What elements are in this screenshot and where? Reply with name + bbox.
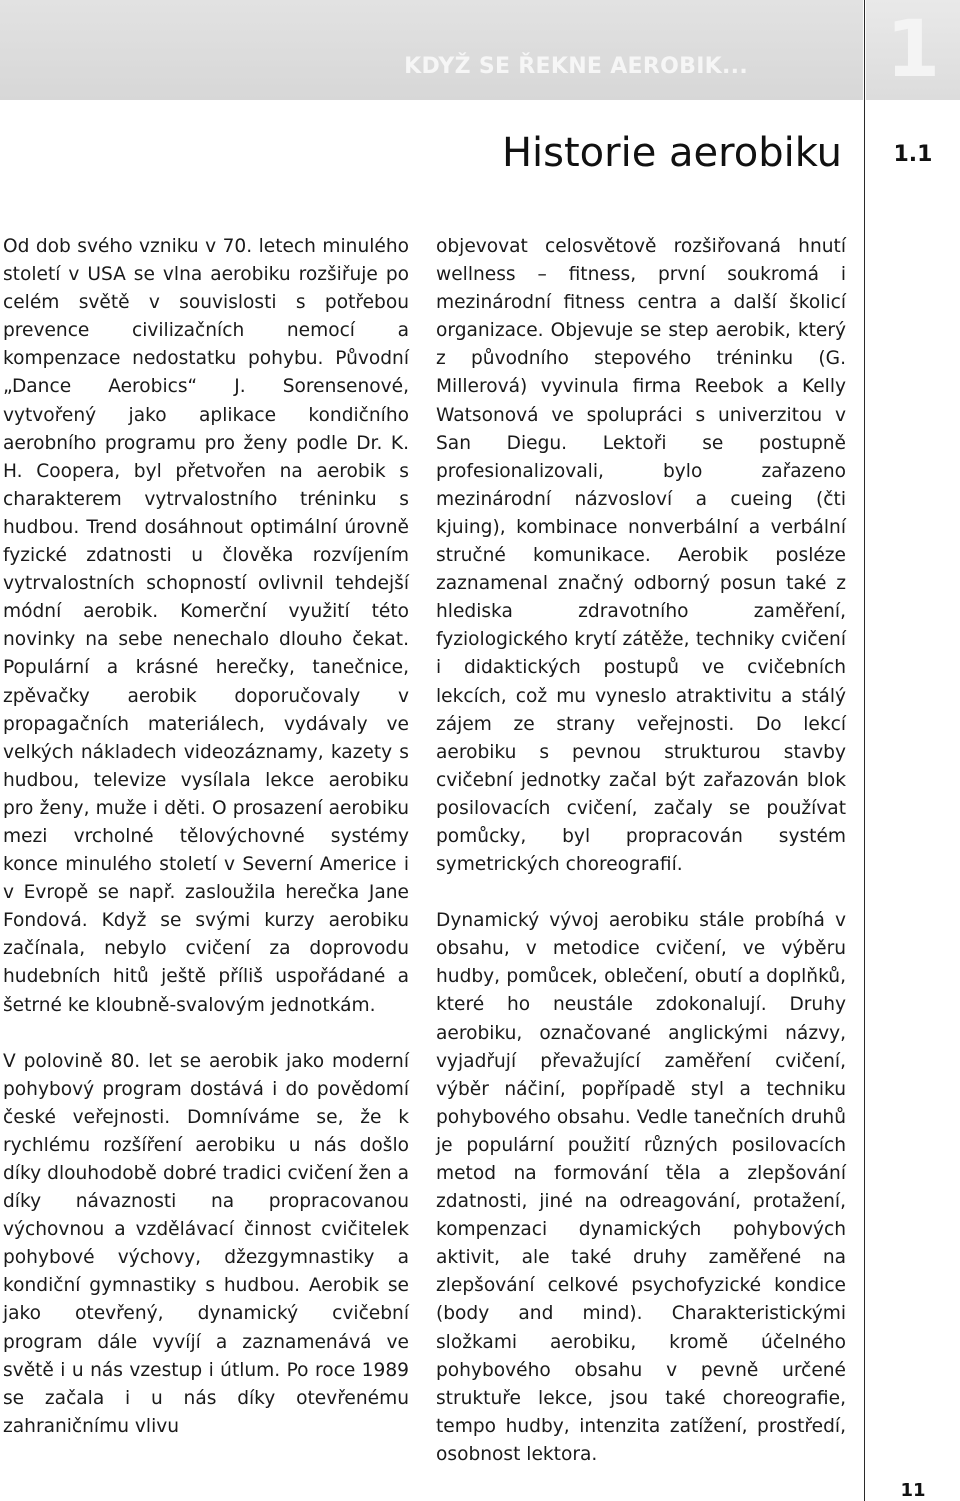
right-column <box>436 233 846 1497</box>
paragraph: Od dob svého vzniku v 70. letech minulého století v USA se vlna aerobiku rozšiřuje po celém světě v souvislosti s potřebou prevence civilizačních nemocí a kompenzace nedostatku pohybu. Původní „Dance Aerobics“ J. Sorensenové, vytvořený jako aplikace kondičního aerobního programu pro ženy podle Dr. K. H. Coopera, byl přetvořen na aerobik s charakterem vytrvalostního tréninku s hudbou. Trend dosáhnout optimální úrovně fyzické zdatnosti u člověka rozvíjením vytrvalostních schopností ovlivnil tehdejší módní aerobik. Komerční využití této novinky na sebe nenechalo dlouho čekat. Populární a krásné herečky, tanečnice, zpěvačky aerobik doporučovaly v propagačních materiálech, vydávaly ve velkých nákladech videozáznamy, kazety s hudbou, televize vysílala lekce aerobiku pro ženy, muže i děti. O prosazení aerobiku mezi vrcholné tělovýchovné systémy konce minulého století v Severní Americe i v Evropě se např. zasloužila herečka Jane Fondová. Když se svými kurzy aerobiku začínala, nebylo cvičení za doprovodu hudebních hitů ještě příliš uspořádané a šetrné ke kloubně-svalovým jednotkám. <box>3 236 409 1016</box>
paragraph: objevovat celosvětově rozšiřovaná hnutí wellness – fitness, první soukromá i mezinárodní fitness centra a další školicí organizace. Objevuje se step aerobik, který z původního stepového tréninku (G. Millerová) vyvinula firma Reebok a Kelly Watsonová ve spolupráci s univerzitou v San Diegu. Lektoři se postupně profesionalizovali, bylo zařazeno mezinárodní názvosloví a cueing (čti kjuing), kombinace nonverbální a verbální stručné komunikace. Aerobik posléze zaznamenal značný odborný posun také z hlediska zdravotního zaměření, fyziologického krytí zátěže, techniky cvičení i didaktických postupů ve cvičebních lekcích, což mu vyneslo atraktivitu a stálý zájem ze strany veřejnosti. Do lekcí aerobiku s pevnou strukturou stavby cvičební jednotky začal být zařazován blok posilovacích cvičení, začaly se používat pomůcky, byl propracován systém symetrických choreografií. <box>436 236 846 876</box>
header-band <box>0 0 863 100</box>
page-number: 11 <box>900 1480 926 1501</box>
chapter-title: KDYŽ SE ŘEKNE AEROBIK... <box>404 54 748 79</box>
chapter-number: 1 <box>885 5 941 95</box>
margin-divider <box>864 0 865 1501</box>
section-number: 1.1 <box>893 142 933 167</box>
section-title: Historie aerobiku <box>501 130 842 176</box>
paragraph: V polovině 80. let se aerobik jako moderní pohybový program dostává i do povědomí české veřejnosti. Domníváme se, že k rychlému rozšíření aerobiku u nás došlo díky dlouhodobě dobré tradici cvičení žen a díky návaznosti na propracovanou výchovnou a vzdělávací činnost cvičitelek pohybové výchovy, džezgymnastiky a kondiční gymnastiky s hudbou. Aerobik se jako otevřený, dynamický cvičební program dále vyvíjí a zaznamenává ve světě i u nás vzestup i útlum. Po roce 1989 se začala i u nás díky otevřenému zahraničnímu vlivu <box>3 1050 409 1437</box>
left-column <box>3 233 409 1469</box>
paragraph: Dynamický vývoj aerobiku stále probíhá v obsahu, v metodice cvičení, ve výběru hudby, pomůcek, oblečení, obutí a doplňků, které ho neustále zdokonalují. Druhy aerobiku, označované anglickými názvy, vyjadřují převažující zaměření cvičení, výběr náčiní, popřípadě styl a techniku pohybového obsahu. Vedle tanečních druhů je populární použití různých posilovacích metod na formování těla a zlepšování zdatnosti, jiné na odreagování, protažení, kompenzaci dynamických pohybových aktivit, ale také druhy zaměřené na zlepšování celkové psychofyzické kondice (body and mind). Charakteristickými složkami aerobiku, kromě účelného pohybového obsahu v pevně určené struktuře lekce, jsou také choreografie, tempo hudby, intenzita zatížení, prostředí, osobnost lektora. <box>436 910 846 1465</box>
